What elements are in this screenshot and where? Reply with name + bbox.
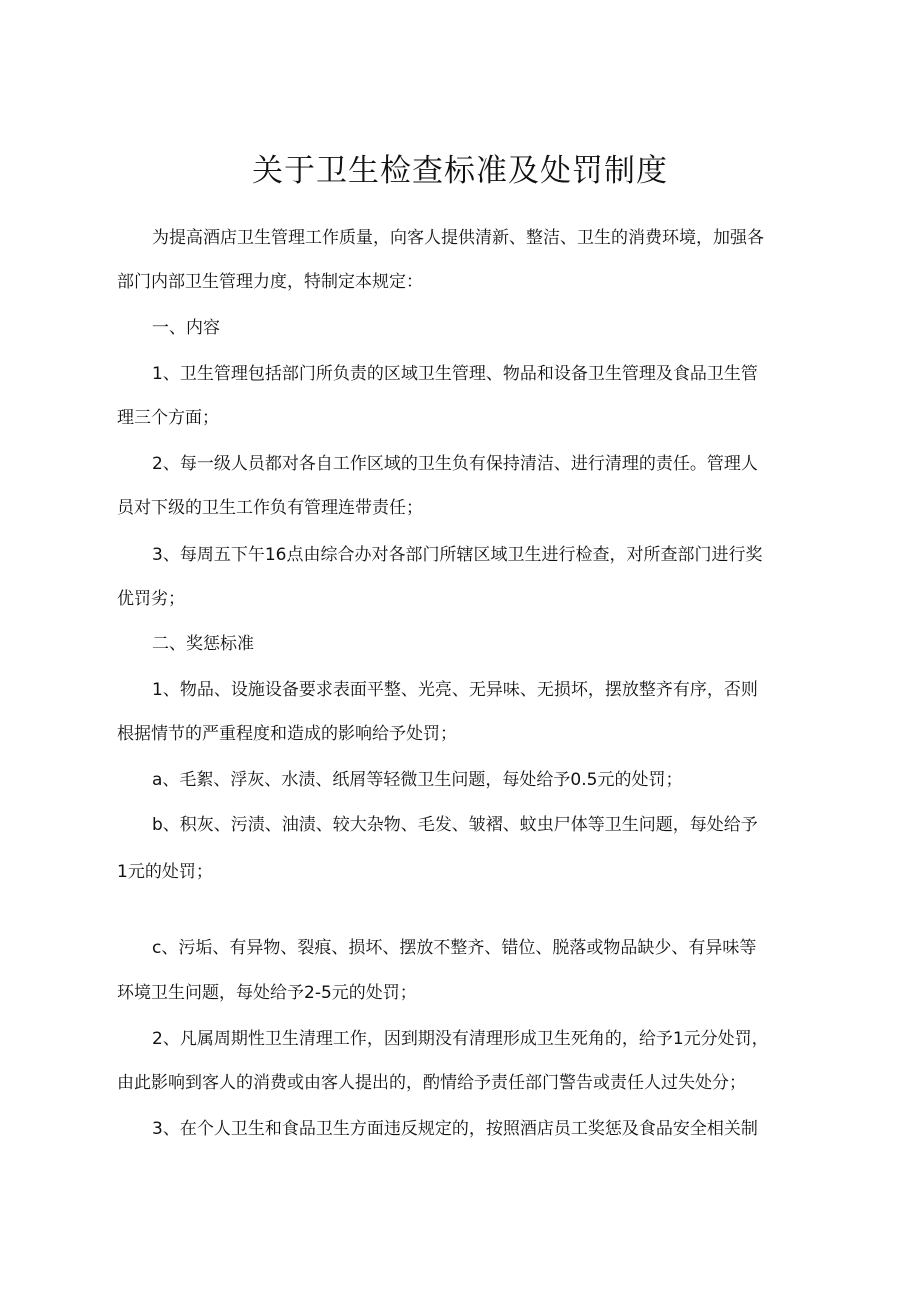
intro-line-2: 部门内部卫生管理力度，特制定本规定： [117,272,423,292]
content-item-1-line-1: 1、卫生管理包括部门所负责的区域卫生管理、物品和设备卫生管理及食品卫生管 [152,364,758,384]
section-heading-rewards: 二、奖惩标准 [152,634,254,654]
intro-line-1: 为提高酒店卫生管理工作质量，向客人提供清新、整洁、卫生的消费环境，加强各 [152,228,764,248]
content-item-2-line-2: 员对下级的卫生工作负有管理连带责任； [117,498,423,518]
rewards-item-3-line-1: 3、在个人卫生和食品卫生方面违反规定的，按照酒店员工奖惩及食品安全相关制 [152,1119,758,1139]
rewards-sub-c-line-2: 环境卫生问题，每处给予2-5元的处罚； [117,983,417,1003]
content-item-3-line-1: 3、每周五下午16点由综合办对各部门所辖区域卫生进行检查，对所查部门进行奖 [152,545,763,565]
document-title: 关于卫生检查标准及处罚制度 [252,152,668,189]
content-item-3-line-2: 优罚劣； [117,589,185,609]
section-heading-content: 一、内容 [152,318,220,338]
rewards-sub-b-line-1: b、积灰、污渍、油渍、较大杂物、毛发、皱褶、蚊虫尸体等卫生问题，每处给予 [152,815,758,835]
rewards-item-1-line-2: 根据情节的严重程度和造成的影响给予处罚； [117,724,457,744]
rewards-sub-c-line-1: c、污垢、有异物、裂痕、损坏、摆放不整齐、错位、脱落或物品缺少、有异味等 [152,938,757,958]
rewards-item-1-line-1: 1、物品、设施设备要求表面平整、光亮、无异味、无损坏，摆放整齐有序，否则 [152,680,758,700]
rewards-sub-a: a、毛絮、浮灰、水渍、纸屑等轻微卫生问题，每处给予0.5元的处罚； [152,770,683,790]
rewards-item-2-line-2: 由此影响到客人的消费或由客人提出的，酌情给予责任部门警告或责任人过失处分； [117,1073,746,1093]
content-item-1-line-2: 理三个方面； [117,408,219,428]
rewards-sub-b-line-2: 1元的处罚； [117,862,213,882]
rewards-item-2-line-1: 2、凡属周期性卫生清理工作，因到期没有清理形成卫生死角的，给予1元分处罚， [152,1029,769,1049]
content-item-2-line-1: 2、每一级人员都对各自工作区域的卫生负有保持清洁、进行清理的责任。管理人 [152,454,758,474]
